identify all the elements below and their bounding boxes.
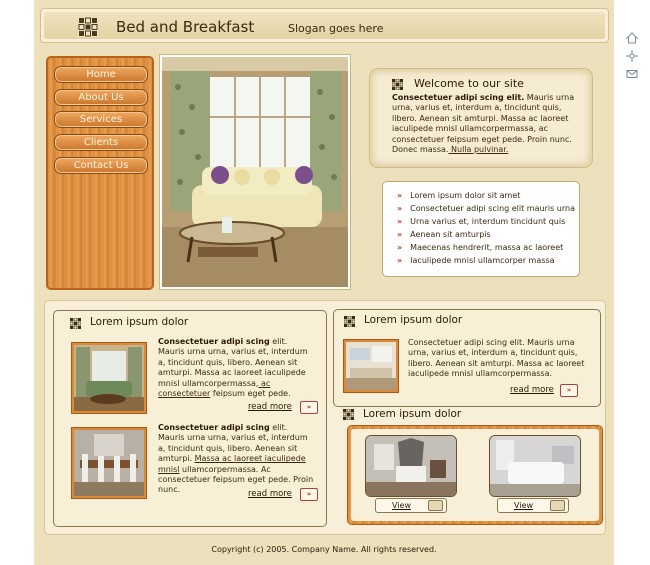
double-chevron-icon: » bbox=[397, 256, 403, 265]
left-panel bbox=[53, 310, 327, 527]
list-item: » Maecenas hendrerit, massa ac laoreet bbox=[397, 243, 564, 252]
gallery-bedroom-1-image bbox=[366, 436, 456, 496]
welcome-body: Mauris urna urna, varius et, interdum a, tincidunt quis, libero. Aenean sit amturpi. Massa ac laoreet iaculipede mnisl ullamcorpermassa, ac consectetuer feipsum eget pede. Proin nunc. Donec massa. bbox=[392, 93, 575, 155]
nav-home[interactable]: Home bbox=[54, 66, 148, 83]
grid-icon bbox=[70, 318, 81, 329]
left-panel-title: Lorem ipsum dolor bbox=[90, 316, 189, 328]
left-item1-link[interactable]: ac consectetuer bbox=[158, 378, 271, 399]
left-item2-text: Consectetuer adipi scing elit. Mauris urna urna, varius et, interdum a, tincidunt quis, libero. Aenean sit amturpi. Massa ac laoreet iaculipede mnisl ullamcorpermassa. Ac consectetuer feipsum eget pede. Proin nunc. bbox=[158, 423, 314, 495]
double-chevron-icon: » bbox=[397, 191, 403, 200]
grid-icon bbox=[343, 409, 354, 420]
double-chevron-icon: » bbox=[397, 204, 403, 213]
right-panel bbox=[333, 309, 601, 407]
left-item1-readmore[interactable]: read more bbox=[248, 402, 292, 412]
double-arrow-icon[interactable]: » bbox=[560, 384, 578, 397]
gallery bbox=[347, 425, 603, 525]
left-item2-readmore[interactable]: read more bbox=[248, 489, 292, 499]
welcome-text bbox=[392, 93, 578, 155]
magnifier-icon bbox=[550, 500, 565, 511]
right-panel-text: Consectetuer adipi scing elit. Mauris urna urna, varius et, interdum a, tincidunt quis, libero. Aenean sit amturpi. Massa ac laoreet iaculipede mnisl ullamcorpermassa. bbox=[408, 338, 585, 379]
double-arrow-icon[interactable]: » bbox=[300, 488, 318, 501]
welcome-box bbox=[370, 69, 592, 167]
page bbox=[34, 0, 614, 565]
nav-services[interactable]: Services bbox=[54, 111, 148, 128]
thumb-kitchen-image bbox=[346, 342, 396, 390]
double-chevron-icon: » bbox=[397, 217, 403, 226]
living-room-photo bbox=[160, 55, 350, 289]
list-item: » Consectetuer adipi scing elit mauris urna bbox=[397, 204, 575, 213]
double-arrow-icon[interactable]: » bbox=[300, 401, 318, 414]
nav-about-us[interactable]: About Us bbox=[54, 89, 148, 106]
mail-icon[interactable] bbox=[626, 68, 638, 80]
nav-contact-us[interactable]: Contact Us bbox=[54, 157, 148, 174]
left-item1-text: Consectetuer adipi scing elit. Mauris urna urna, varius et, interdum a, tincidunt quis, libero. Aenean sit amturpi. Massa ac laoreet iaculipede mnisl ullamcorpermassa, ac consectetuer feipsum eget pede. bbox=[158, 337, 308, 399]
thumb-dining-room-image bbox=[74, 430, 144, 496]
sitemap-icon[interactable] bbox=[626, 50, 638, 62]
thumb-kitchen[interactable] bbox=[344, 340, 398, 392]
site-title: Bed and Breakfast bbox=[116, 18, 255, 36]
view-button-1[interactable]: View bbox=[375, 498, 447, 513]
header bbox=[40, 8, 609, 43]
bullet-list bbox=[382, 181, 580, 277]
gallery-inner bbox=[351, 429, 599, 521]
magnifier-icon bbox=[428, 500, 443, 511]
header-inner bbox=[44, 12, 605, 39]
home-icon[interactable] bbox=[626, 32, 638, 44]
main-nav bbox=[46, 56, 154, 290]
gallery-title: Lorem ipsum dolor bbox=[363, 408, 462, 420]
right-panel-readmore[interactable]: read more bbox=[510, 385, 554, 395]
living-room-illustration bbox=[162, 57, 348, 287]
slogan: Slogan goes here bbox=[288, 22, 384, 35]
thumb-living-room-image bbox=[74, 345, 144, 411]
gallery-bedroom-2-image bbox=[490, 436, 580, 496]
list-item: » Urna varius et, interdum tincidunt quis bbox=[397, 217, 566, 226]
footer: Copyright (c) 2005. Company Name. All rights reserved. bbox=[211, 545, 437, 554]
thumb-dining-room[interactable] bbox=[72, 428, 146, 498]
grid-icon bbox=[344, 316, 355, 327]
nav-clients[interactable]: Clients bbox=[54, 134, 148, 151]
welcome-title: Welcome to our site bbox=[414, 77, 524, 90]
lower-section bbox=[44, 300, 606, 535]
view-button-2[interactable]: View bbox=[497, 498, 569, 513]
list-item: » Lorem ipsum dolor sit amet bbox=[397, 191, 521, 200]
list-item: » Aenean sit amturpis bbox=[397, 230, 491, 239]
left-item2-link[interactable]: Massa ac laoreet iaculipede mnisl bbox=[158, 454, 306, 474]
gallery-bedroom-2[interactable] bbox=[489, 435, 581, 497]
grid-icon bbox=[392, 79, 403, 90]
gallery-bedroom-1[interactable] bbox=[365, 435, 457, 497]
welcome-link[interactable]: Nulla pulvinar. bbox=[448, 145, 509, 155]
right-panel-title: Lorem ipsum dolor bbox=[364, 314, 463, 326]
welcome-bold: Consectetuer adipi scing elit. bbox=[392, 93, 525, 102]
list-item: » Iaculipede mnisl ullamcorper massa bbox=[397, 256, 555, 265]
thumb-living-room[interactable] bbox=[72, 343, 146, 413]
logo-icon bbox=[78, 17, 98, 37]
double-chevron-icon: » bbox=[397, 243, 403, 252]
double-chevron-icon: » bbox=[397, 230, 403, 239]
